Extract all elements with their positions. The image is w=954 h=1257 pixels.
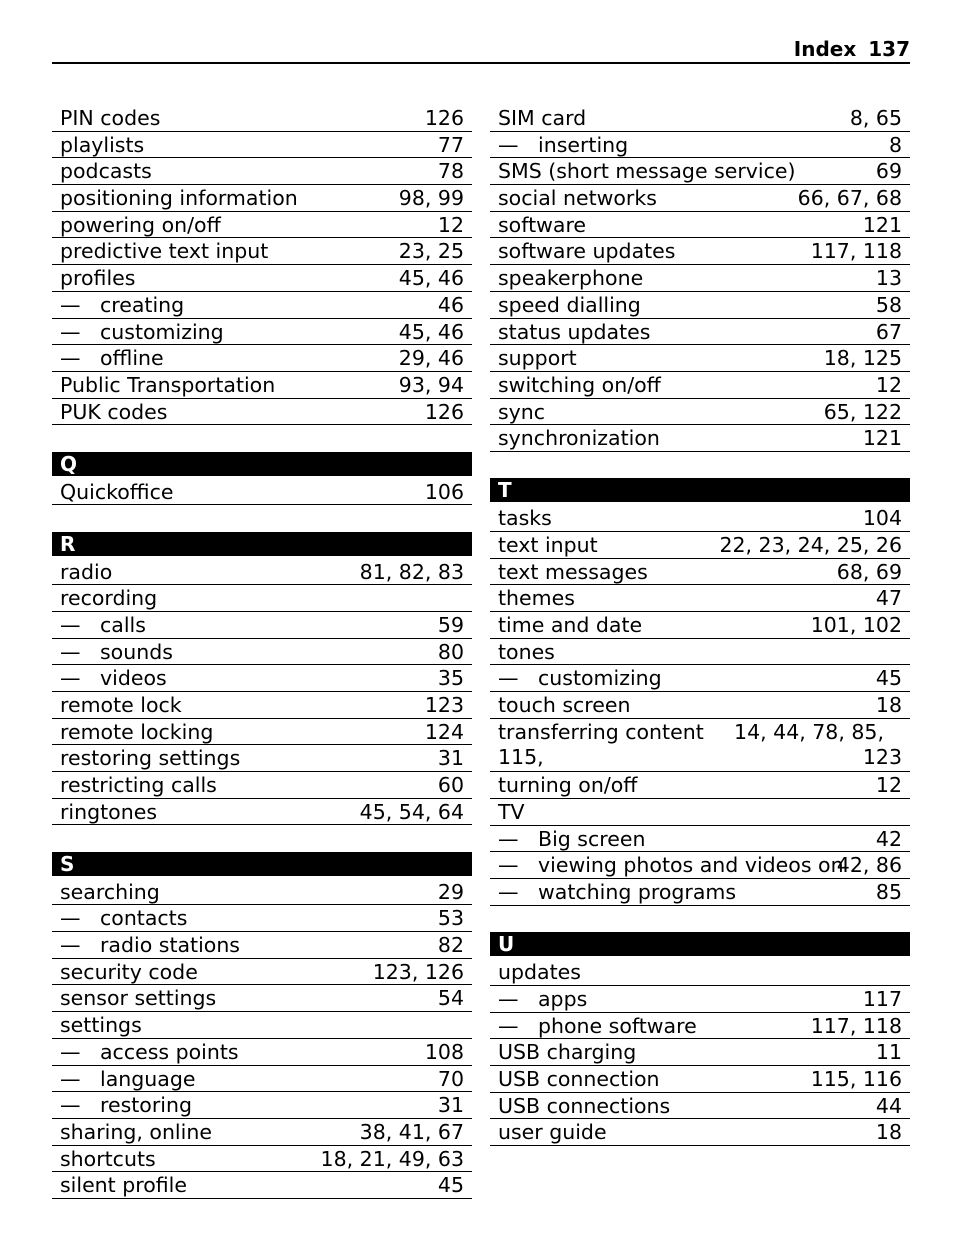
subentry-dash: —	[498, 986, 519, 1011]
entry-term: updates	[498, 960, 581, 985]
index-entry	[52, 372, 472, 399]
index-entry	[490, 399, 910, 426]
entry-term	[60, 665, 167, 691]
index-subentry	[490, 826, 910, 853]
subentry-term: radio stations	[100, 933, 240, 958]
entry-pages: 117, 118	[810, 1013, 902, 1038]
index-entry	[490, 1066, 910, 1093]
index-entry	[490, 959, 910, 986]
entry-pages: 31	[437, 746, 464, 771]
entry-term: positioning information	[60, 186, 298, 211]
index-entry	[52, 105, 472, 132]
subentry-dash: —	[498, 826, 519, 851]
entry-term	[498, 132, 628, 158]
entry-term: ringtones	[60, 799, 157, 824]
entry-term: synchronization	[498, 426, 660, 451]
index-entry	[490, 585, 910, 612]
letter-heading: U	[490, 932, 910, 956]
index-entry	[52, 158, 472, 185]
subentry-dash: —	[498, 132, 519, 157]
entry-term: speakerphone	[498, 266, 644, 291]
index-entry	[490, 292, 910, 319]
entry-pages: 54	[437, 986, 464, 1011]
entry-pages: 126	[424, 106, 464, 130]
entry-term: restricting calls	[60, 773, 217, 798]
page-number: 137	[868, 37, 910, 61]
subentry-dash: —	[60, 1039, 81, 1064]
index-entry	[490, 372, 910, 399]
index-entry	[52, 559, 472, 586]
index-subentry	[490, 1013, 910, 1040]
entry-term: silent profile	[60, 1173, 187, 1198]
subentry-dash: —	[60, 1066, 81, 1091]
entry-pages: 14, 44, 78, 85,	[734, 719, 884, 744]
entry-term: USB connection	[498, 1066, 660, 1091]
index-entry	[52, 238, 472, 265]
index-entry	[52, 1012, 472, 1039]
subentry-dash: —	[60, 933, 81, 958]
entry-term: turning on/off	[498, 773, 638, 798]
entry-term: speed dialling	[498, 292, 641, 317]
index-entry	[52, 879, 472, 906]
letter-heading: T	[490, 478, 910, 502]
entry-pages: 82	[437, 933, 464, 958]
subentry-term: restoring	[100, 1093, 192, 1118]
entry-pages: 69	[875, 159, 902, 184]
entry-pages: 35	[437, 666, 464, 691]
index-entry	[490, 1119, 910, 1146]
entry-pages: 115, 116	[810, 1066, 902, 1091]
entry-term	[60, 932, 240, 958]
index-entry	[52, 1172, 472, 1199]
entry-term: tasks	[498, 506, 552, 531]
entry-term	[498, 852, 844, 878]
entry-term	[60, 319, 224, 345]
entry-pages: 18, 125	[823, 346, 902, 371]
entry-pages: 77	[437, 132, 464, 157]
index-entry	[490, 238, 910, 265]
subentry-dash: —	[498, 666, 519, 691]
entry-pages: 23, 25	[398, 239, 464, 264]
entry-term: software updates	[498, 239, 676, 264]
index-entry	[490, 185, 910, 212]
entry-pages: 104	[862, 506, 902, 531]
subentry-dash: —	[498, 880, 519, 905]
index-subentry	[52, 1066, 472, 1093]
entry-pages: 67	[875, 319, 902, 344]
entry-pages: 12	[875, 372, 902, 397]
entry-pages: 12	[437, 212, 464, 237]
entry-pages: 106	[424, 479, 464, 504]
entry-term: predictive text input	[60, 239, 269, 264]
index-entry	[52, 585, 472, 612]
entry-pages: 78	[437, 159, 464, 184]
index-subentry	[52, 905, 472, 932]
entry-pages: 18, 21, 49, 63	[320, 1146, 464, 1171]
index-subentry	[52, 612, 472, 639]
index-entry	[490, 532, 910, 559]
index-entry	[52, 772, 472, 799]
letter-heading: S	[52, 852, 472, 876]
entry-term: shortcuts	[60, 1146, 156, 1171]
subentry-term: contacts	[100, 906, 188, 931]
index-entry	[490, 1093, 910, 1120]
entry-term: Quickoffice	[60, 479, 174, 504]
entry-term	[498, 1013, 697, 1039]
subentry-dash: —	[60, 906, 81, 931]
entry-term: tones	[498, 639, 555, 664]
index-entry	[490, 772, 910, 799]
entry-term	[60, 1039, 239, 1065]
entry-pages: 8, 65	[849, 106, 902, 130]
entry-pages: 98, 99	[398, 186, 464, 211]
index-entry	[490, 319, 910, 346]
subentry-term: creating	[100, 292, 185, 317]
entry-pages: 22, 23, 24, 25, 26	[719, 532, 902, 557]
subentry-term: Big screen	[538, 826, 646, 851]
index-subentry	[490, 132, 910, 159]
entry-pages: 124	[424, 719, 464, 744]
index-subentry	[52, 292, 472, 319]
entry-pages: 29, 46	[398, 346, 464, 371]
entry-term: remote locking	[60, 719, 214, 744]
entry-pages: 42	[875, 826, 902, 851]
section-spacer	[52, 505, 472, 531]
subentry-dash: —	[60, 1093, 81, 1118]
subentry-term: videos	[100, 666, 167, 691]
entry-pages: 47	[875, 586, 902, 611]
entry-pages: 11	[875, 1040, 902, 1065]
subentry-term: watching programs	[538, 880, 737, 905]
entry-pages: 80	[437, 639, 464, 664]
index-entry	[490, 639, 910, 666]
entry-term-continued: 115,	[498, 744, 544, 769]
entry-pages: 18	[875, 1120, 902, 1145]
section-spacer	[52, 425, 472, 451]
subentry-dash: —	[60, 319, 81, 344]
index-entry	[490, 1039, 910, 1066]
index-subentry	[52, 1039, 472, 1066]
entry-term	[60, 905, 187, 931]
index-column-left	[52, 105, 472, 1199]
entry-pages: 123, 126	[372, 959, 464, 984]
index-entry	[52, 1119, 472, 1146]
index-entry	[490, 559, 910, 586]
entry-term: sync	[498, 399, 546, 424]
entry-pages: 8	[888, 132, 902, 157]
entry-term: radio	[60, 559, 113, 584]
index-entry	[490, 425, 910, 452]
index-subentry	[490, 852, 910, 879]
index-subentry	[490, 986, 910, 1013]
index-entry	[490, 345, 910, 372]
entry-term	[498, 879, 736, 905]
index-entry	[52, 265, 472, 292]
entry-pages: 117	[862, 986, 902, 1011]
index-subentry	[52, 1092, 472, 1119]
index-subentry	[52, 345, 472, 372]
subentry-dash: —	[60, 292, 81, 317]
entry-term	[60, 612, 146, 638]
entry-term: playlists	[60, 132, 145, 157]
entry-pages: 123	[424, 692, 464, 717]
subentry-term: language	[100, 1066, 196, 1091]
entry-term: Public Transportation	[60, 372, 276, 397]
entry-pages: 66, 67, 68	[797, 186, 902, 211]
index-entry	[52, 799, 472, 826]
entry-pages: 70	[437, 1066, 464, 1091]
section-spacer	[490, 906, 910, 932]
entry-term: SIM card	[498, 106, 587, 130]
entry-pages: 29	[437, 879, 464, 904]
subentry-term: offline	[100, 346, 164, 371]
subentry-dash: —	[60, 666, 81, 691]
index-subentry	[490, 665, 910, 692]
entry-pages: 12	[875, 773, 902, 798]
entry-pages: 13	[875, 266, 902, 291]
subentry-term: customizing	[100, 319, 224, 344]
index-entry	[52, 132, 472, 159]
entry-term: transferring content	[498, 719, 704, 744]
index-entry	[490, 265, 910, 292]
entry-term	[498, 986, 587, 1012]
entry-pages: 45, 46	[398, 266, 464, 291]
entry-pages-continued: 123	[862, 744, 902, 769]
section-spacer	[52, 825, 472, 851]
index-entry	[52, 959, 472, 986]
entry-pages: 81, 82, 83	[359, 559, 464, 584]
subentry-term: calls	[100, 612, 146, 637]
entry-term: powering on/off	[60, 212, 221, 237]
subentry-term: sounds	[100, 639, 173, 664]
entry-term	[60, 345, 164, 371]
subentry-term: phone software	[538, 1013, 697, 1038]
index-subentry	[490, 879, 910, 906]
entry-pages: 59	[437, 612, 464, 637]
subentry-dash: —	[498, 1013, 519, 1038]
entry-term: time and date	[498, 612, 643, 637]
subentry-term: apps	[538, 986, 588, 1011]
entry-pages: 121	[862, 212, 902, 237]
entry-term	[60, 639, 173, 665]
subentry-dash: —	[60, 612, 81, 637]
entry-pages: 101, 102	[810, 612, 902, 637]
entry-pages: 45	[437, 1173, 464, 1198]
entry-term: security code	[60, 959, 198, 984]
entry-pages: 93, 94	[398, 372, 464, 397]
entry-term: social networks	[498, 186, 657, 211]
index-entry	[490, 692, 910, 719]
section-spacer	[490, 452, 910, 478]
entry-term: SMS (short message service)	[498, 159, 796, 184]
entry-pages: 117, 118	[810, 239, 902, 264]
entry-term: sharing, online	[60, 1119, 212, 1144]
entry-term	[60, 1092, 192, 1118]
entry-term: sensor settings	[60, 986, 217, 1011]
entry-term	[498, 665, 662, 691]
page-header	[52, 36, 910, 64]
index-entry	[490, 212, 910, 239]
index-entry	[52, 399, 472, 426]
entry-pages: 121	[862, 426, 902, 451]
entry-term: USB charging	[498, 1040, 637, 1065]
entry-pages: 68, 69	[836, 559, 902, 584]
entry-pages: 58	[875, 292, 902, 317]
subentry-term: customizing	[538, 666, 662, 691]
index-subentry	[52, 319, 472, 346]
entry-term: text messages	[498, 559, 648, 584]
entry-term: themes	[498, 586, 575, 611]
entry-term: podcasts	[60, 159, 152, 184]
entry-term: remote lock	[60, 692, 182, 717]
index-entry	[490, 799, 910, 826]
entry-term: USB connections	[498, 1093, 671, 1118]
letter-heading: Q	[52, 452, 472, 476]
entry-term: touch screen	[498, 693, 631, 718]
index-subentry	[52, 639, 472, 666]
entry-pages: 85	[875, 880, 902, 905]
entry-term: TV	[498, 800, 525, 825]
entry-pages: 31	[437, 1093, 464, 1118]
index-entry	[52, 479, 472, 506]
entry-term	[60, 1066, 195, 1092]
entry-term: user guide	[498, 1120, 607, 1145]
entry-term: recording	[60, 586, 158, 611]
letter-heading: R	[52, 532, 472, 556]
entry-term: support	[498, 346, 577, 371]
entry-pages: 108	[424, 1039, 464, 1064]
entry-pages: 60	[437, 773, 464, 798]
subentry-dash: —	[60, 346, 81, 371]
entry-term: profiles	[60, 266, 136, 291]
entry-term: settings	[60, 1013, 142, 1038]
entry-term	[498, 826, 645, 852]
entry-term: searching	[60, 879, 160, 904]
entry-term: switching on/off	[498, 372, 661, 397]
index-entry	[490, 105, 910, 132]
entry-pages: 45	[875, 666, 902, 691]
entry-pages: 126	[424, 399, 464, 424]
index-subentry	[52, 665, 472, 692]
entry-pages: 42, 86	[836, 853, 902, 878]
entry-term: restoring settings	[60, 746, 241, 771]
entry-pages: 45, 54, 64	[359, 799, 464, 824]
entry-pages: 44	[875, 1093, 902, 1118]
subentry-term: viewing photos and videos on	[538, 853, 844, 878]
index-entry	[490, 158, 910, 185]
index-entry	[52, 745, 472, 772]
index-entry	[52, 185, 472, 212]
index-entry	[490, 612, 910, 639]
entry-pages: 53	[437, 906, 464, 931]
index-entry	[52, 212, 472, 239]
subentry-term: inserting	[538, 132, 629, 157]
entry-pages: 65, 122	[823, 399, 902, 424]
subentry-term: access points	[100, 1039, 239, 1064]
entry-pages: 46	[437, 292, 464, 317]
index-subentry	[52, 932, 472, 959]
entry-term: PIN codes	[60, 106, 161, 130]
entry-term: software	[498, 212, 587, 237]
entry-term: text input	[498, 532, 598, 557]
index-entry	[490, 505, 910, 532]
subentry-dash: —	[60, 639, 81, 664]
entry-term: PUK codes	[60, 399, 168, 424]
index-entry	[52, 1146, 472, 1173]
index-entry	[52, 692, 472, 719]
entry-term	[60, 292, 184, 318]
index-column-right	[490, 105, 910, 1146]
entry-term: status updates	[498, 319, 651, 344]
index-entry	[52, 985, 472, 1012]
entry-pages: 38, 41, 67	[359, 1119, 464, 1144]
entry-pages: 45, 46	[398, 319, 464, 344]
section-title: Index	[793, 37, 857, 61]
subentry-dash: —	[498, 853, 519, 878]
index-entry	[490, 719, 910, 773]
index-entry	[52, 719, 472, 746]
entry-pages: 18	[875, 693, 902, 718]
